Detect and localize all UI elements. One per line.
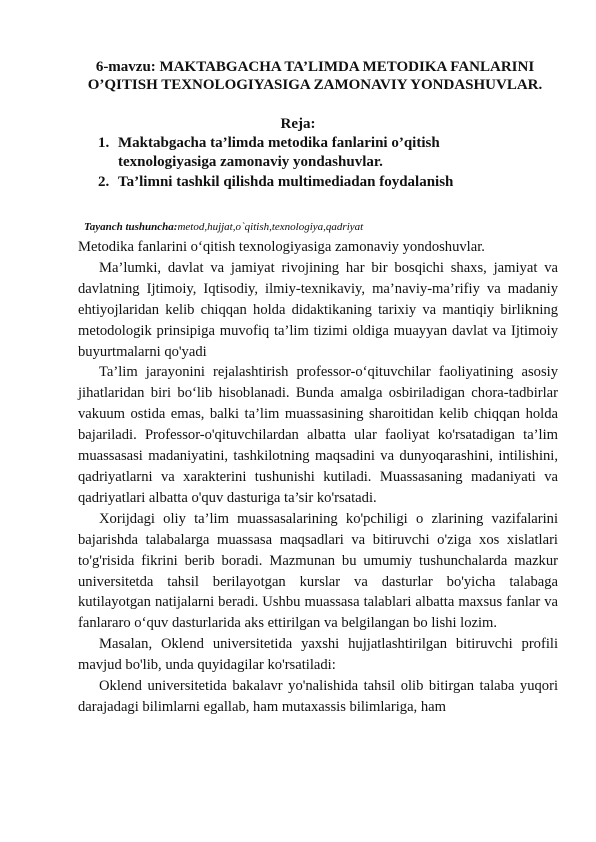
- plan-item-number: 2.: [98, 174, 110, 190]
- keywords-text: metod,hujjat,o`qitish,texnologiya,qadriyat: [177, 221, 364, 233]
- paragraph: Ma’lumki, davlat va jamiyat rivojining har bir bosqichi shaxs, jamiyat va davlatning Ijtimoiy, Iqtisodiy, ilmiy-texnikaviy, ma’naviy-ma’rifiy va madaniy ehtiyojlaridan kelib chiqqan holda didaktikaning tarixiy va mantiqiy birlikning metodologik prinsipiga muvofiq ta’lim tizimi oldiga muayyan davlat va Ijtimoiy buyurtmalarni qo'yadi: [78, 259, 558, 360]
- paragraph: Masalan, Oklend universitetida yaxshi hujjatlashtirilgan bitiruvchi profili mavjud bo'lib, unda quyidagilar ko'rsatiladi:: [78, 636, 558, 674]
- paragraph: Metodika fanlarini o‘qitish texnologiyasiga zamonaviy yondoshuvlar.: [78, 239, 485, 255]
- plan-item: [98, 134, 518, 172]
- plan-heading: Reja:: [280, 116, 316, 132]
- body-text: [78, 237, 558, 718]
- plan-item-text: Ta’limni tashkil qilishda multimediadan foydalanish: [118, 174, 454, 190]
- paragraph: Oklend universitetida bakalavr yo'nalishida tahsil olib bitirgan talaba yuqori darajadagi bilimlarni egallab, ham mutaxassis bilimlariga, ham: [78, 678, 558, 715]
- plan-item: [98, 173, 518, 192]
- plan-item-number: 1.: [98, 135, 110, 151]
- paragraph: Xorijdagi oliy ta’lim muassasalarining ko'pchiligi o zlarining vazifalarini bajarishda talabalarga muassasa maqsadlari va bitiruvchi o'ziga xos xislatlari to'g'risida fikrini berib boradi. Mazmunan bu umumiy tushunchalarda mazkur universitetda tahsil berilayotgan kurslar va dasturlar bo'yicha talabaga kutilayotgan natijalarni beradi. Ushbu muassasa talablari albatta maxsus fanlar va fanlararo o‘quv dasturlarida aks ettirilgan va belgilangan bo lishi lozim.: [78, 510, 558, 632]
- paragraph: Ta’lim jarayonini rejalashtirish professor-o‘qituvchilar faoliyatining asosiy jihatlaridan biri bo‘lib hisoblanadi. Bunda amalga osbiriladigan chora-tadbirlar vakuum ostida emas, balki ta’lim muassasining sharoitidan kelib chiqqan holda bajariladi. Professor-o'qituvchilardan albatta ular faoliyat ko'rsatadigan ta’lim muassasasi madaniyatini, tashkilotning maqsadini va dunyoqarashini, intilishini, qadriyatlarni va xarakterini tushunishi kutiladi. Muassasaning madaniyati va qadriyatlari albatta o'quv dasturiga ta’sir ko'rsatadi.: [78, 364, 558, 506]
- keywords-line: [84, 220, 363, 234]
- plan-list: [98, 134, 518, 192]
- keywords-label: Tayanch tushuncha:: [84, 221, 178, 233]
- page-title: 6-mavzu: MAKTABGACHA TA’LIMDA METODIKA FANLARINI O’QITISH TEXNOLOGIYASIGA ZAMONAVIY YONDASHUVLAR.: [87, 59, 543, 93]
- plan-item-text: Maktabgacha ta’limda metodika fanlarini o’qitish texnologiyasiga zamonaviy yondashuvlar.: [118, 135, 440, 170]
